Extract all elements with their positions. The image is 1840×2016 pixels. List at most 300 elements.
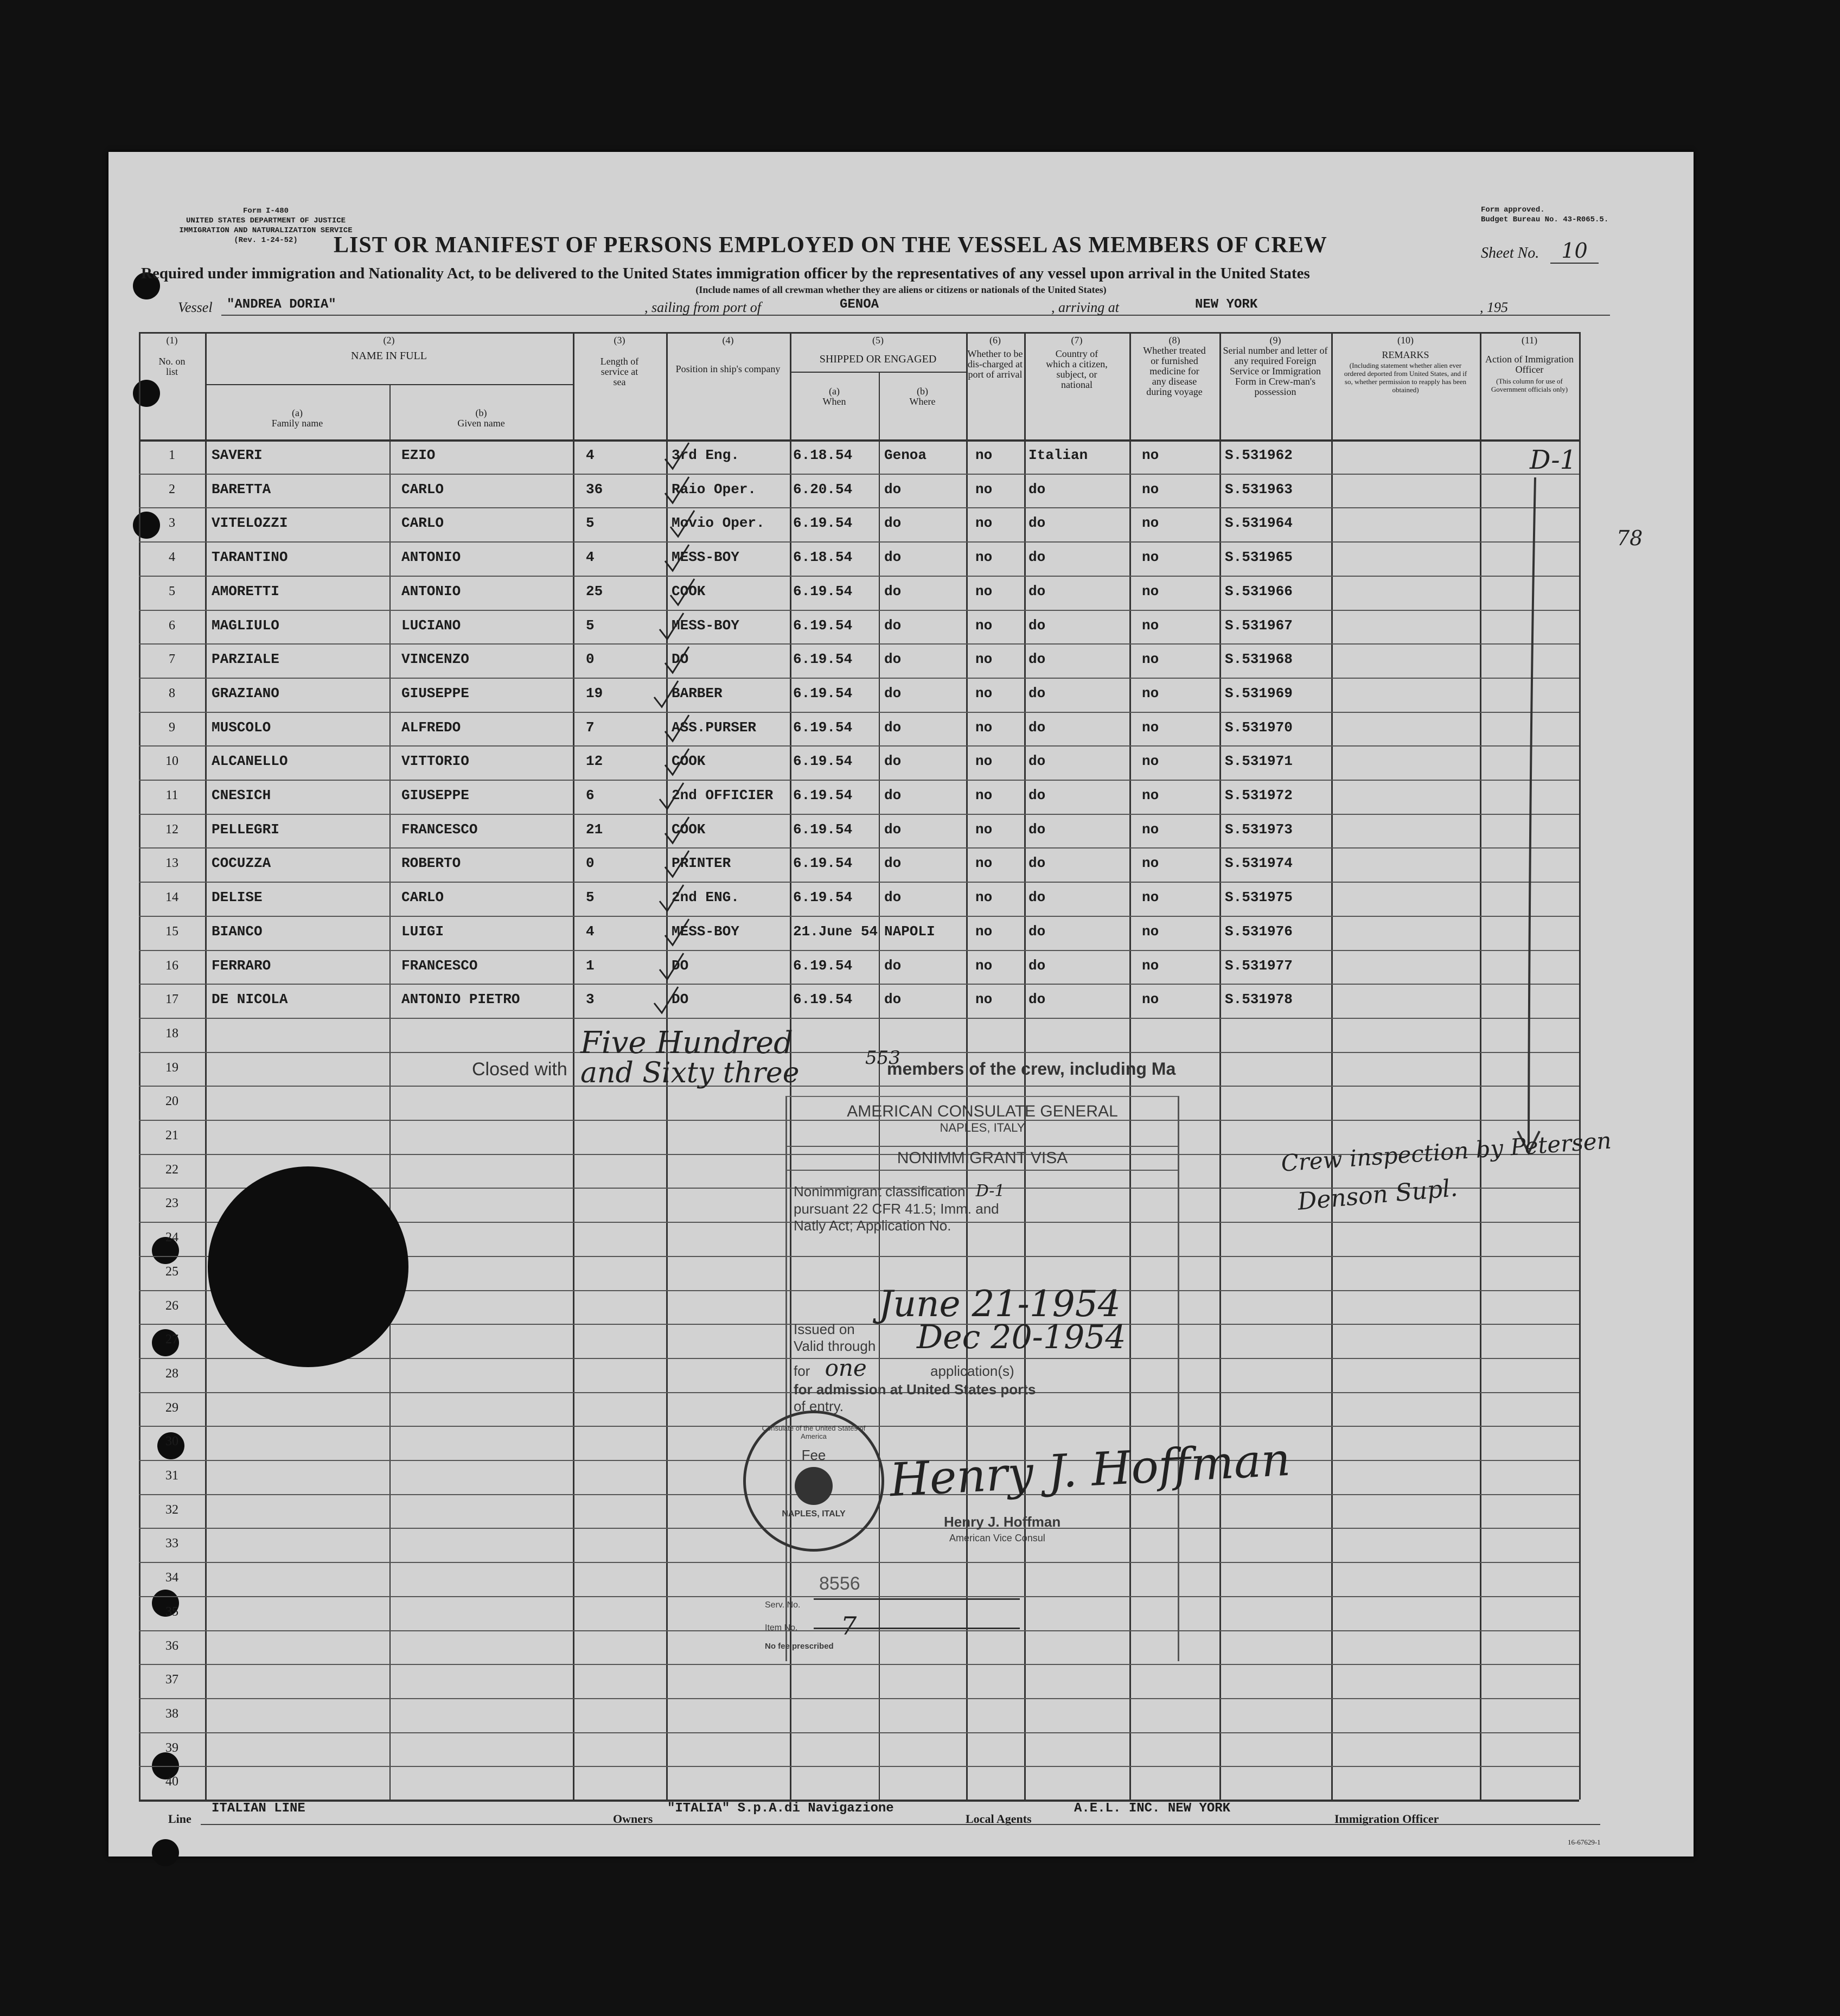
valid-label: Valid through xyxy=(794,1338,876,1354)
position-cell: Raio Oper. xyxy=(672,481,757,497)
valid-date: Dec 20-1954 xyxy=(917,1318,1126,1356)
shipped-where-cell: do xyxy=(884,685,902,701)
service-length-cell: 7 xyxy=(586,719,595,736)
discharge-cell: no xyxy=(975,719,993,736)
position-cell: ASS.PURSER xyxy=(672,719,757,736)
signer-title: American Vice Consul xyxy=(949,1533,1045,1543)
col-num: (6) xyxy=(989,335,1001,346)
row-number: 16 xyxy=(165,958,178,973)
shipped-when-cell: 6.20.54 xyxy=(793,481,853,497)
shipped-where-cell: do xyxy=(884,787,902,803)
serial-cell: S.531974 xyxy=(1225,855,1293,872)
col-title: Whether to be dis-charged at port of arrival xyxy=(967,348,1023,380)
position-cell: Movio Oper. xyxy=(672,515,765,532)
row-line xyxy=(139,1052,1579,1053)
medicine-cell: no xyxy=(1142,651,1159,668)
position-cell: COOK xyxy=(672,583,706,599)
col-title: Given name xyxy=(457,418,505,429)
shipped-when-cell: 6.19.54 xyxy=(793,583,853,599)
given-name-cell: EZIO xyxy=(401,447,436,463)
shipped-when-cell: 6.19.54 xyxy=(793,685,853,701)
row-number: 27 xyxy=(165,1332,178,1347)
row-number: 3 xyxy=(169,516,175,531)
medicine-cell: no xyxy=(1142,719,1159,736)
country-cell: do xyxy=(1028,923,1046,940)
stamp-line-3: NONIMMIGRANT VISA xyxy=(787,1146,1178,1171)
agents-label: Local Agents xyxy=(966,1812,1032,1826)
given-name-cell: ROBERTO xyxy=(401,855,461,872)
sailing-label: , sailing from port of xyxy=(644,299,762,315)
fee-number: 8556 xyxy=(819,1573,860,1594)
family-name-cell: ALCANELLO xyxy=(212,753,288,770)
country-cell: do xyxy=(1028,855,1046,872)
col-num: (4) xyxy=(722,335,734,346)
shipped-where-cell: Genoa xyxy=(884,447,927,463)
given-name-cell: FRANCESCO xyxy=(401,821,478,838)
col-title: Length of service at sea xyxy=(600,356,639,387)
checkmark-icon xyxy=(651,679,683,711)
row-number: 19 xyxy=(165,1060,178,1075)
seal-text: Consulate of the United States of America xyxy=(762,1424,866,1440)
checkmark-icon xyxy=(662,543,694,575)
family-name-cell: BARETTA xyxy=(212,481,271,497)
stamp-line-5: pursuant 22 CFR 41.5; Imm. and xyxy=(794,1201,999,1217)
country-cell: do xyxy=(1028,617,1046,634)
service-length-cell: 4 xyxy=(586,923,595,940)
checkmark-icon xyxy=(662,815,694,847)
owners-value: "ITALIA" S.p.A.di Navigazione xyxy=(667,1801,894,1816)
form-number: Form I-480 xyxy=(242,207,289,215)
country-cell: do xyxy=(1028,719,1046,736)
row-line xyxy=(139,882,1579,883)
service-length-cell: 1 xyxy=(586,957,595,974)
item-no-value: 7 xyxy=(841,1611,857,1641)
col-subtitle: (Including statement whether alien ever ordered deported from United States, and if so, whether permission to reapply has been obtained) xyxy=(1344,361,1467,394)
country-cell: do xyxy=(1028,787,1046,803)
given-name-cell: GIUSEPPE xyxy=(401,685,469,701)
seal-fee: Fee xyxy=(801,1447,826,1463)
discharge-cell: no xyxy=(975,481,993,497)
row-number: 34 xyxy=(165,1571,178,1585)
family-name-cell: DE NICOLA xyxy=(212,991,288,1008)
col-title: No. on list xyxy=(158,356,186,377)
row-number: 40 xyxy=(165,1775,178,1789)
shipped-where-cell: do xyxy=(884,991,902,1008)
row-line xyxy=(139,576,1579,577)
manifest-document xyxy=(108,152,1694,1856)
shipped-where-cell: do xyxy=(884,753,902,770)
col-num: (7) xyxy=(1071,335,1083,346)
medicine-cell: no xyxy=(1142,515,1159,532)
shipped-where-cell: do xyxy=(884,617,902,634)
medicine-cell: no xyxy=(1142,617,1159,634)
discharge-cell: no xyxy=(975,991,993,1008)
row-number: 1 xyxy=(169,448,175,462)
row-number: 21 xyxy=(165,1128,178,1143)
position-cell: MESS-BOY xyxy=(672,549,739,566)
shipped-when-cell: 6.19.54 xyxy=(793,719,853,736)
shipped-when-cell: 6.19.54 xyxy=(793,787,853,803)
row-line xyxy=(139,610,1579,611)
vessel-line xyxy=(178,297,1691,317)
col-num: (10) xyxy=(1397,335,1414,346)
shipped-where-cell: do xyxy=(884,515,902,532)
medicine-cell: no xyxy=(1142,991,1159,1008)
discharge-cell: no xyxy=(975,549,993,566)
classification-value: D-1 xyxy=(975,1182,1005,1201)
serial-cell: S.531977 xyxy=(1225,957,1293,974)
family-name-cell: MUSCOLO xyxy=(212,719,271,736)
family-name-cell: DELISE xyxy=(212,889,263,906)
checkmark-icon xyxy=(667,577,700,609)
family-name-cell: AMORETTI xyxy=(212,583,279,599)
emblem-icon xyxy=(795,1467,833,1505)
five-hundred-handwriting: Five Hundred xyxy=(580,1025,793,1061)
col-line xyxy=(1579,332,1581,1800)
row-number: 37 xyxy=(165,1673,178,1687)
given-name-cell: LUIGI xyxy=(401,923,444,940)
item-no-label: Item No. xyxy=(765,1623,798,1632)
col-header-serial xyxy=(1219,335,1331,397)
row-number: 32 xyxy=(165,1502,178,1517)
row-number: 31 xyxy=(165,1469,178,1483)
col-title: Serial number and letter of any required Foreign Service or Immigration Form in Crew-man's possession xyxy=(1223,345,1328,397)
col-title: When xyxy=(822,396,846,407)
row-number: 38 xyxy=(165,1706,178,1721)
col-num: (2) xyxy=(383,335,395,346)
checkmark-icon xyxy=(662,917,694,949)
service-length-cell: 0 xyxy=(586,651,595,668)
issued-label: Issued on xyxy=(794,1321,855,1337)
col-line xyxy=(389,384,391,1800)
row-number: 4 xyxy=(169,550,175,565)
serial-cell: S.531971 xyxy=(1225,753,1293,770)
ditto-arrow xyxy=(1513,472,1546,1166)
position-cell: BARBER xyxy=(672,685,723,701)
serial-cell: S.531966 xyxy=(1225,583,1293,599)
serial-cell: S.531976 xyxy=(1225,923,1293,940)
shipped-when-cell: 6.19.54 xyxy=(793,617,853,634)
medicine-cell: no xyxy=(1142,685,1159,701)
discharge-cell: no xyxy=(975,821,993,838)
shipped-when-cell: 6.18.54 xyxy=(793,549,853,566)
service-length-cell: 21 xyxy=(586,821,603,838)
family-name-cell: COCUZZA xyxy=(212,855,271,872)
fee-underline xyxy=(814,1628,1020,1629)
given-name-cell: GIUSEPPE xyxy=(401,787,469,803)
crew-inspection-note: Crew inspection by Petersen xyxy=(1280,1127,1613,1177)
name-subdivider xyxy=(205,384,573,385)
col-title: Position in ship's company xyxy=(675,363,781,374)
given-name-cell: LUCIANO xyxy=(401,617,461,634)
given-name-cell: VITTORIO xyxy=(401,753,469,770)
checkmark-icon xyxy=(656,611,689,643)
closed-with-label: Closed with xyxy=(472,1059,567,1080)
shipped-when-cell: 6.19.54 xyxy=(793,991,853,1008)
col-num: (1) xyxy=(166,335,178,346)
row-number: 17 xyxy=(165,992,178,1007)
stamp-line-4 xyxy=(794,1182,1178,1201)
col-header-when xyxy=(790,386,879,407)
shipped-when-cell: 6.19.54 xyxy=(793,957,853,974)
checkmark-icon xyxy=(662,441,694,473)
service-length-cell: 0 xyxy=(586,855,595,872)
serial-cell: S.531973 xyxy=(1225,821,1293,838)
position-cell: MESS-BOY xyxy=(672,923,739,940)
row-line xyxy=(139,678,1579,679)
family-name-cell: VITELOZZI xyxy=(212,515,288,532)
discharge-cell: no xyxy=(975,889,993,906)
col-line xyxy=(205,332,207,1800)
discharge-cell: no xyxy=(975,787,993,803)
checkmark-icon xyxy=(662,747,694,779)
sailing-port: GENOA xyxy=(840,297,879,312)
col-header-shipped xyxy=(790,335,966,365)
discharge-cell: no xyxy=(975,447,993,463)
stamp-line-2: NAPLES, ITALY xyxy=(940,1121,1025,1134)
medicine-cell: no xyxy=(1142,855,1159,872)
service-length-cell: 36 xyxy=(586,481,603,497)
row-number: 6 xyxy=(169,618,175,633)
row-number: 33 xyxy=(165,1536,178,1551)
row-line xyxy=(139,507,1579,508)
position-cell: 2nd ENG. xyxy=(672,889,739,906)
row-line xyxy=(139,474,1579,475)
serial-cell: S.531964 xyxy=(1225,515,1293,532)
row-line xyxy=(139,950,1579,951)
given-name-cell: CARLO xyxy=(401,481,444,497)
medicine-cell: no xyxy=(1142,821,1159,838)
row-line xyxy=(139,916,1579,917)
checkmark-icon xyxy=(656,781,689,813)
medicine-cell: no xyxy=(1142,481,1159,497)
owners-label: Owners xyxy=(613,1812,653,1826)
arriving-port: NEW YORK xyxy=(1195,297,1258,312)
shipped-where-cell: do xyxy=(884,719,902,736)
form-approval xyxy=(1481,205,1608,225)
row-number: 15 xyxy=(165,924,178,939)
row-line xyxy=(139,984,1579,985)
medicine-cell: no xyxy=(1142,447,1159,463)
row-number: 25 xyxy=(165,1264,178,1279)
serial-cell: S.531970 xyxy=(1225,719,1293,736)
family-name-cell: TARANTINO xyxy=(212,549,288,566)
col-title: Whether treated or furnished medicine for any disease during voyage xyxy=(1143,345,1206,397)
shipped-where-cell: do xyxy=(884,481,902,497)
col-line xyxy=(573,332,574,1800)
medicine-cell: no xyxy=(1142,549,1159,566)
shipped-when-cell: 6.19.54 xyxy=(793,855,853,872)
shipped-when-cell: 6.19.54 xyxy=(793,651,853,668)
service-length-cell: 4 xyxy=(586,447,595,463)
service: IMMIGRATION AND NATURALIZATION SERVICE xyxy=(179,226,353,235)
line-label: Line xyxy=(168,1812,191,1826)
row-number: 14 xyxy=(165,890,178,905)
agents-value: A.E.L. INC. NEW YORK xyxy=(1074,1801,1231,1816)
serial-cell: S.531975 xyxy=(1225,889,1293,906)
col-header-remarks xyxy=(1331,335,1480,394)
checkmark-icon xyxy=(656,883,689,915)
serial-cell: S.531965 xyxy=(1225,549,1293,566)
serv-no-label: Serv. No. xyxy=(765,1600,801,1610)
row-number: 20 xyxy=(165,1094,178,1109)
service-length-cell: 5 xyxy=(586,515,595,532)
for-value: one xyxy=(825,1355,867,1381)
service-length-cell: 5 xyxy=(586,889,595,906)
col-title: Family name xyxy=(271,418,323,429)
row-line xyxy=(139,745,1579,747)
row-number: 5 xyxy=(169,584,175,598)
footer-underline xyxy=(201,1824,1600,1825)
col-num: (a) xyxy=(292,407,303,418)
row-number: 11 xyxy=(165,788,178,802)
col-line xyxy=(1480,332,1481,1800)
col-header-number xyxy=(139,335,205,377)
col-num: (5) xyxy=(872,335,884,346)
no-fee-label: No fee prescribed xyxy=(765,1642,834,1651)
position-cell: 2nd OFFICIER xyxy=(672,787,774,803)
shipped-when-cell: 21.June 54 xyxy=(793,923,878,940)
row-line xyxy=(139,643,1579,645)
shipped-where-cell: NAPOLI xyxy=(884,923,935,940)
col-num: (b) xyxy=(475,407,487,418)
entry-label: of entry. xyxy=(794,1398,844,1414)
col-header-given xyxy=(389,408,573,429)
signer-name: Henry J. Hoffman xyxy=(944,1514,1061,1530)
country-cell: do xyxy=(1028,685,1046,701)
d1-annotation: D-1 xyxy=(1530,445,1577,475)
given-name-cell: CARLO xyxy=(401,515,444,532)
consulate-fee-seal xyxy=(743,1411,884,1552)
row-line xyxy=(139,1664,1579,1665)
form-title: LIST OR MANIFEST OF PERSONS EMPLOYED ON THE VESSEL AS MEMBERS OF CREW xyxy=(334,233,1327,258)
col-header-discharge xyxy=(966,335,1024,380)
country-cell: do xyxy=(1028,583,1046,599)
given-name-cell: ALFREDO xyxy=(401,719,461,736)
country-cell: do xyxy=(1028,481,1046,497)
shipped-where-cell: do xyxy=(884,651,902,668)
sheet-label: Sheet No. xyxy=(1481,245,1539,261)
shipped-when-cell: 6.19.54 xyxy=(793,515,853,532)
row-number: 22 xyxy=(165,1162,178,1177)
shipped-where-cell: do xyxy=(884,549,902,566)
department: UNITED STATES DEPARTMENT OF JUSTICE xyxy=(186,216,346,225)
serial-cell: S.531978 xyxy=(1225,991,1293,1008)
family-name-cell: PELLEGRI xyxy=(212,821,279,838)
col-subtitle: (This column for use of Government officials only) xyxy=(1491,377,1568,393)
family-name-cell: BIANCO xyxy=(212,923,263,940)
line-value: ITALIAN LINE xyxy=(212,1801,305,1816)
shipped-where-cell: do xyxy=(884,821,902,838)
shipped-when-cell: 6.18.54 xyxy=(793,447,853,463)
country-cell: do xyxy=(1028,549,1046,566)
row-number: 2 xyxy=(169,482,175,496)
row-number: 10 xyxy=(165,754,178,769)
position-cell: COOK xyxy=(672,753,706,770)
family-name-cell: PARZIALE xyxy=(212,651,279,668)
service-length-cell: 25 xyxy=(586,583,603,599)
members-of-crew-text: members of the crew, including Ma xyxy=(887,1059,1176,1079)
row-line xyxy=(139,1732,1579,1733)
family-name-cell: MAGLIULO xyxy=(212,617,279,634)
col-num: (3) xyxy=(614,335,625,346)
country-cell: do xyxy=(1028,957,1046,974)
discharge-cell: no xyxy=(975,753,993,770)
row-number: 9 xyxy=(169,720,175,735)
shipped-where-cell: do xyxy=(884,957,902,974)
col-header-medicine xyxy=(1129,335,1219,397)
country-cell: do xyxy=(1028,991,1046,1008)
col-header-position xyxy=(666,335,790,374)
shipped-when-cell: 6.19.54 xyxy=(793,821,853,838)
row-number: 35 xyxy=(165,1604,178,1619)
revision: (Rev. 1-24-52) xyxy=(234,236,298,245)
officer-label: Immigration Officer xyxy=(1334,1812,1439,1826)
discharge-cell: no xyxy=(975,515,993,532)
medicine-cell: no xyxy=(1142,583,1159,599)
position-cell: DO xyxy=(672,991,689,1008)
row-number: 23 xyxy=(165,1196,178,1211)
consul-signature: Henry J. Hoffman xyxy=(888,1432,1292,1507)
country-cell: do xyxy=(1028,821,1046,838)
row-number: 18 xyxy=(165,1026,178,1041)
checkmark-icon xyxy=(667,508,700,541)
for-label: for xyxy=(794,1363,810,1379)
medicine-cell: no xyxy=(1142,889,1159,906)
serial-cell: S.531962 xyxy=(1225,447,1293,463)
sixty-three-handwriting: and Sixty three xyxy=(580,1057,800,1089)
service-length-cell: 5 xyxy=(586,617,595,634)
given-name-cell: ANTONIO xyxy=(401,549,461,566)
stamp-line-1: AMERICAN CONSULATE GENERAL xyxy=(847,1102,1118,1120)
row-number: 26 xyxy=(165,1298,178,1313)
row-number: 8 xyxy=(169,686,175,700)
row-line xyxy=(139,1018,1579,1019)
application-label: application(s) xyxy=(930,1363,1014,1379)
col-header-where xyxy=(879,386,966,407)
row-number: 13 xyxy=(165,856,178,871)
family-name-cell: CNESICH xyxy=(212,787,271,803)
position-cell: MESS-BOY xyxy=(672,617,739,634)
given-name-cell: ANTONIO xyxy=(401,583,461,599)
serial-cell: S.531968 xyxy=(1225,651,1293,668)
country-cell: do xyxy=(1028,753,1046,770)
count-handwriting: 553 xyxy=(865,1047,900,1069)
medicine-cell: no xyxy=(1142,923,1159,940)
vessel-label: Vessel xyxy=(178,299,213,315)
year-label: , 195 xyxy=(1480,299,1508,315)
crew-inspection-note-2: Denson Supl. xyxy=(1296,1174,1459,1216)
sheet-value: 10 xyxy=(1550,239,1598,264)
country-cell: do xyxy=(1028,651,1046,668)
for-row xyxy=(794,1355,1178,1381)
footer xyxy=(168,1801,1687,1850)
row-line xyxy=(139,541,1579,543)
row-line xyxy=(139,1698,1579,1699)
serial-cell: S.531972 xyxy=(1225,787,1293,803)
form-code: 16-67629-1 xyxy=(1568,1838,1601,1846)
row-number: 28 xyxy=(165,1366,178,1381)
serial-cell: S.531967 xyxy=(1225,617,1293,634)
approved-text: Form approved. xyxy=(1481,206,1545,214)
col-header-family xyxy=(205,408,389,429)
service-length-cell: 4 xyxy=(586,549,595,566)
service-length-cell: 19 xyxy=(586,685,603,701)
arriving-label: , arriving at xyxy=(1051,299,1119,315)
col-num: (a) xyxy=(829,386,840,397)
col-num: (11) xyxy=(1521,335,1538,346)
shipped-where-cell: do xyxy=(884,855,902,872)
